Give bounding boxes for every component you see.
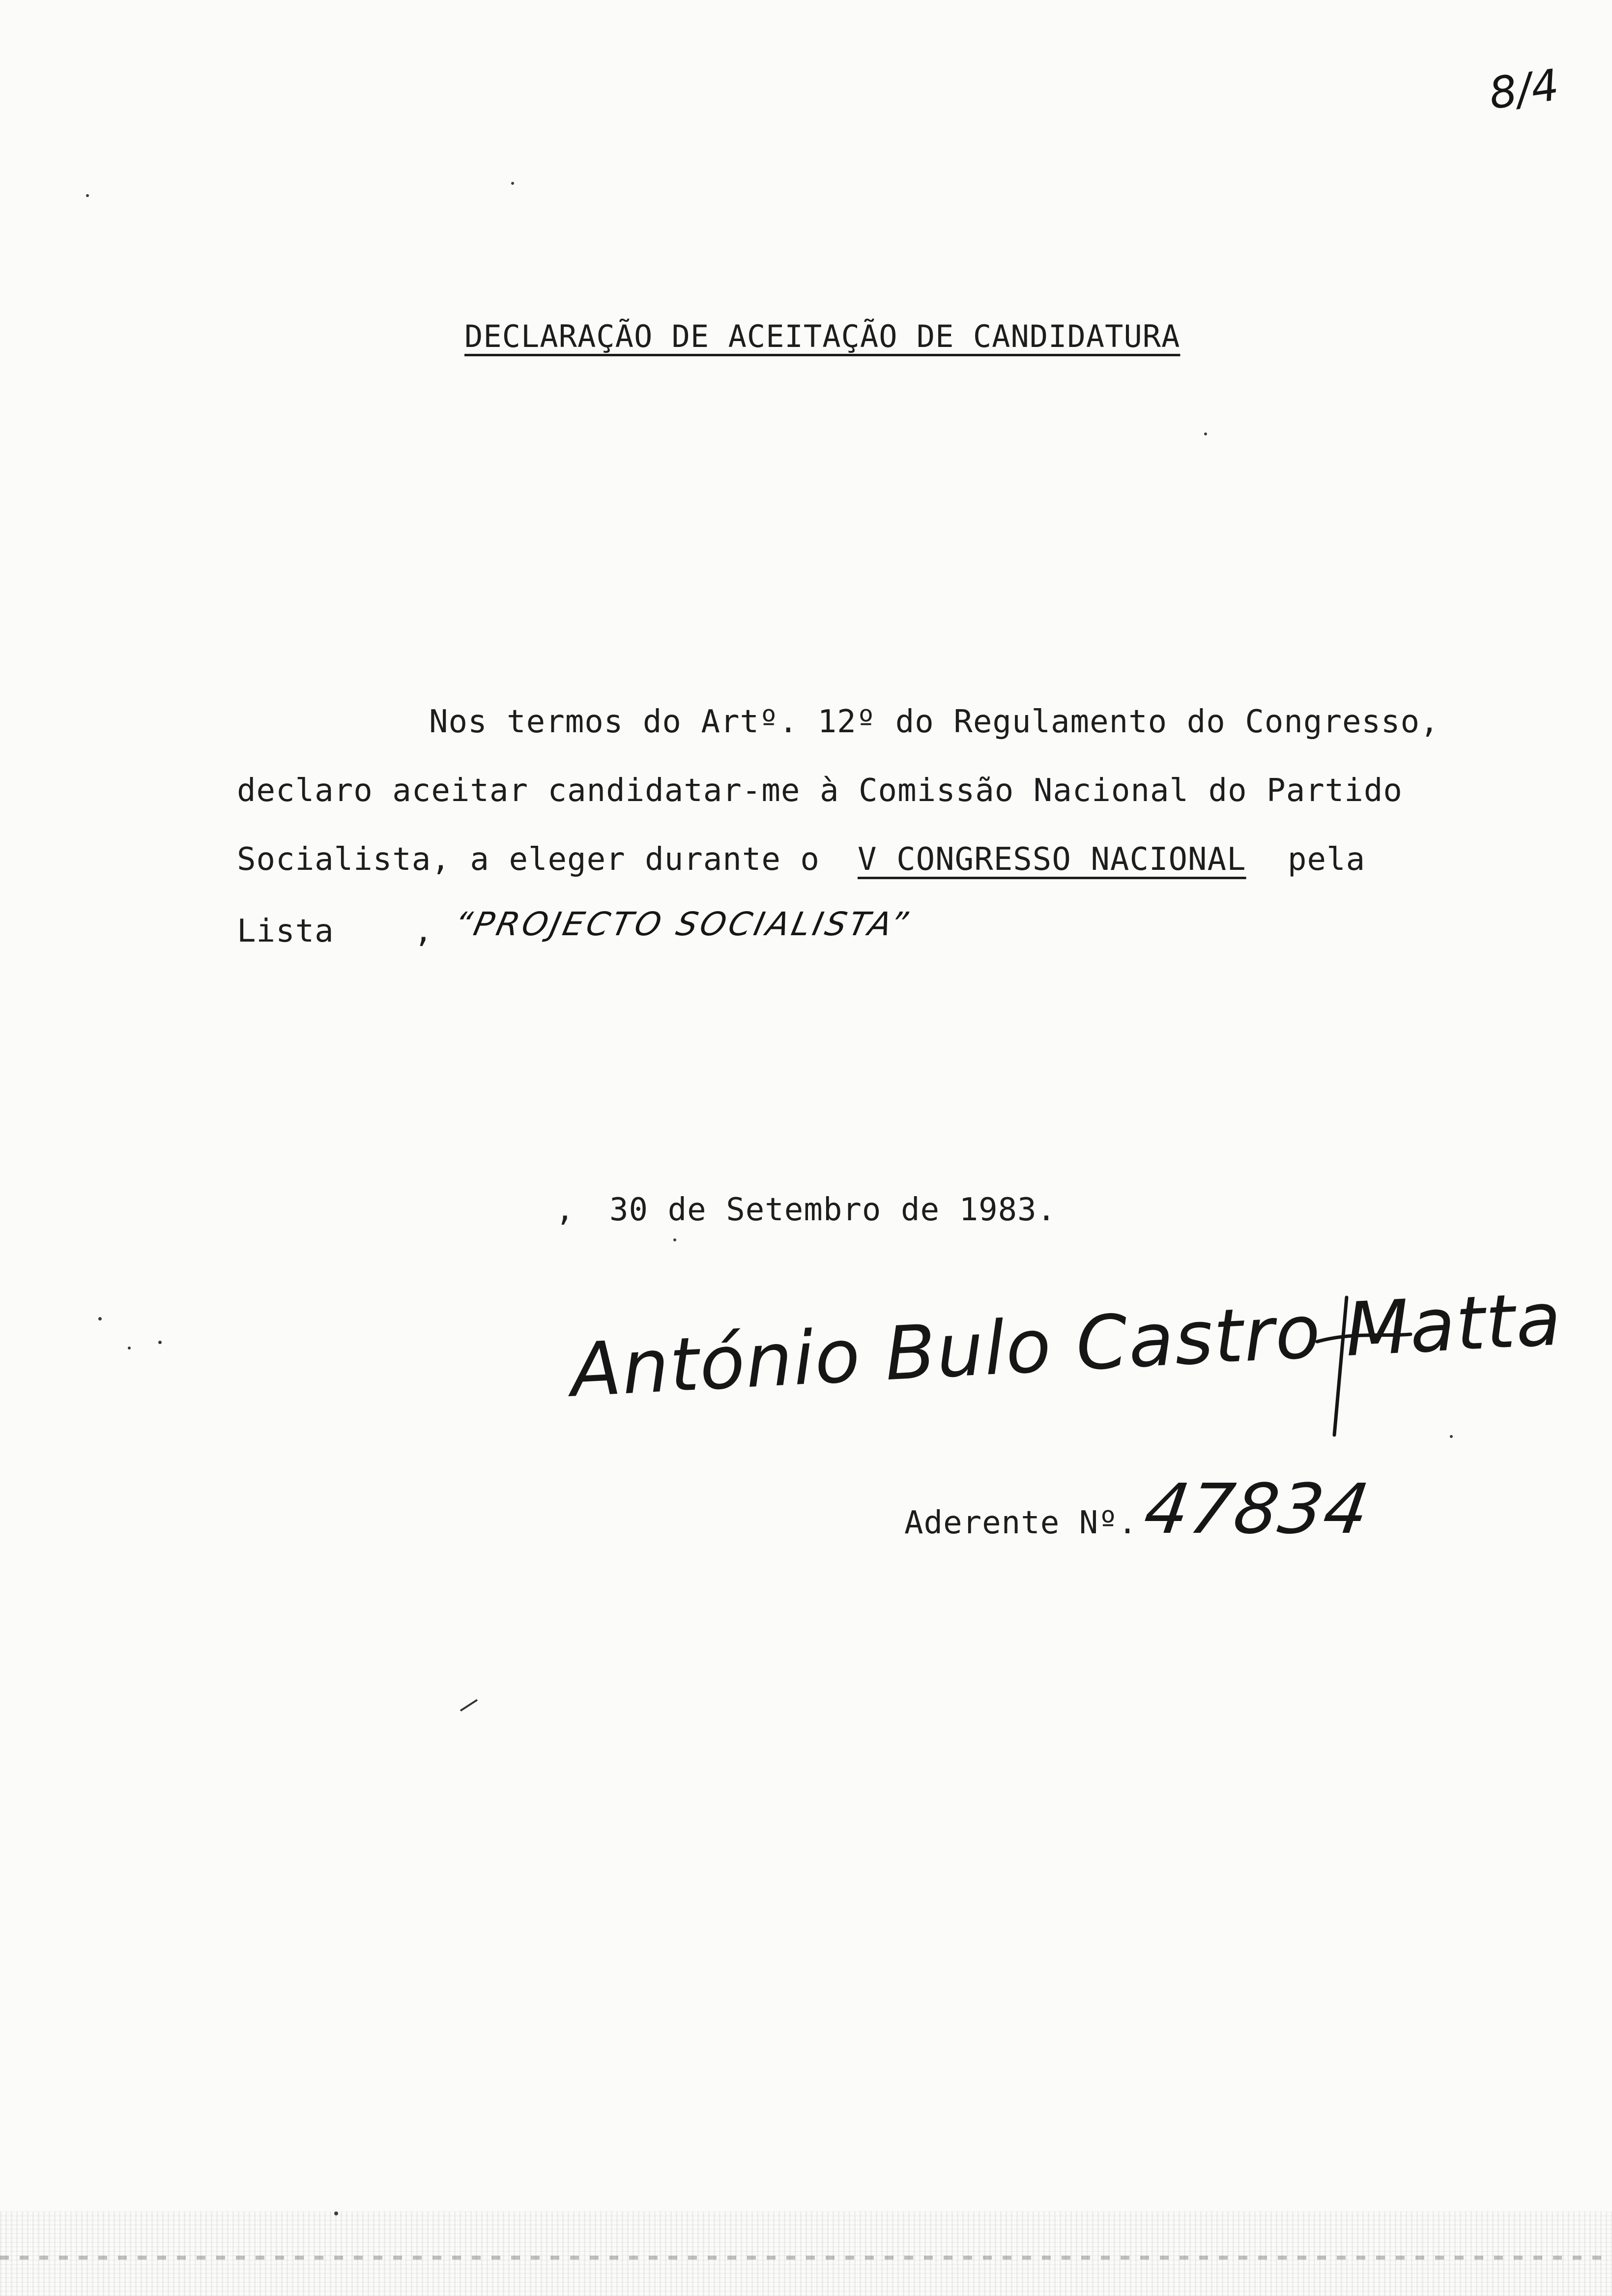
list-name-handwritten: “PROJECTO SOCIALISTA” <box>450 905 914 943</box>
member-label: Aderente Nº. <box>904 1505 1138 1541</box>
scan-speck <box>158 1341 162 1344</box>
scan-speck <box>511 182 514 185</box>
signature: António Bulo Castro Matta <box>568 1276 1564 1414</box>
scan-speck <box>1204 432 1207 435</box>
scan-speck <box>86 194 89 197</box>
list-comma: , <box>414 913 433 949</box>
document-title: DECLARAÇÃO DE ACEITAÇÃO DE CANDIDATURA <box>464 318 1180 354</box>
body-line-1: Nos termos do Artº. 12º do Regulamento do Congresso, <box>429 704 1439 740</box>
scan-noise-band <box>0 2211 1612 2296</box>
scan-noise-line <box>0 2256 1612 2260</box>
signature-flourish <box>1288 1288 1415 1455</box>
congress-name: V CONGRESSO NACIONAL <box>858 841 1246 878</box>
scan-speck <box>128 1347 131 1349</box>
date-text: 30 de Setembro de 1983. <box>609 1192 1057 1228</box>
list-label: Lista <box>237 913 334 949</box>
body-line-3-suffix: pela <box>1288 841 1366 878</box>
member-number: 47834 <box>1139 1469 1375 1550</box>
scan-speck <box>673 1238 676 1241</box>
page-number: 8/4 <box>1486 59 1562 119</box>
scan-speck <box>98 1317 102 1320</box>
scan-speck <box>1450 1435 1453 1438</box>
body-line-2: declaro aceitar candidatar-me à Comissão Nacional do Partido <box>237 773 1403 809</box>
body-line-3-prefix: Socialista, a eleger durante o <box>237 841 820 878</box>
scan-mark <box>460 1698 479 1713</box>
date-comma: , <box>555 1192 575 1228</box>
